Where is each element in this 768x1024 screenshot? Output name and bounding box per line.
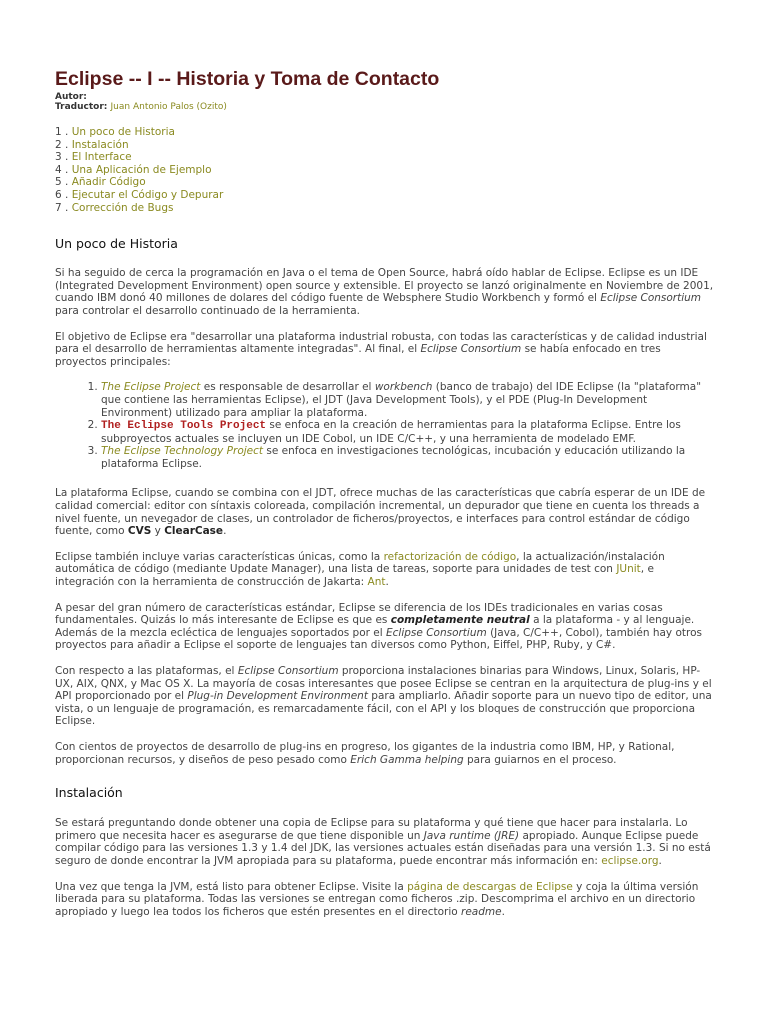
- technology-project-link[interactable]: The Eclipse Technology Project: [101, 445, 264, 458]
- strong: ClearCase: [164, 525, 224, 538]
- paragraph: [55, 487, 715, 537]
- toc-number: 1 .: [55, 126, 69, 138]
- emphasis: Eclipse Consortium: [420, 343, 522, 356]
- translator-link[interactable]: Juan Antonio Palos (Ozito): [110, 102, 227, 112]
- text: se enfoca en la creación de herramientas para la plataforma Eclipse. Entre los subproyectos actuales se incluyen un IDE Cobol, un IDE C/C++, y una herramienta de modelado EMF.: [101, 419, 681, 445]
- text: (banco de trabajo) del IDE Eclipse (la "plataforma" que contiene las herramientas Eclipse), el JDT (Java Development Tools), y el PDE (Plug-In Development Environment) utilizado para ampliar la plataforma.: [101, 381, 702, 419]
- toc-link-aplicacion[interactable]: Una Aplicación de Ejemplo: [71, 163, 212, 176]
- text: para ampliarlo. Añadir soporte para un nuevo tipo de editor, una vista, o un lenguaje de programación, es remarcadamente fácil, con el API y los bloques de construcción que proporciona Eclipse.: [55, 690, 712, 728]
- toc-item: [55, 202, 715, 215]
- toc-link-ejecutar[interactable]: Ejecutar el Código y Depurar: [71, 188, 224, 201]
- list-item: [101, 381, 715, 419]
- text: a la plataforma - y al lenguaje. Además de la mezcla ecléctica de lenguajes soportados por el: [55, 614, 695, 639]
- downloads-link[interactable]: página de descargas de Eclipse: [407, 880, 573, 893]
- toc-link-instalacion[interactable]: Instalación: [71, 138, 129, 151]
- eclipse-org-link[interactable]: eclipse.org: [601, 854, 659, 867]
- toc-link-interface[interactable]: El Interface: [71, 151, 132, 164]
- text: .: [223, 525, 227, 538]
- paragraph: [55, 551, 715, 589]
- paragraph: [55, 817, 715, 867]
- toc-item: [55, 164, 715, 177]
- toc-link-historia[interactable]: Un poco de Historia: [71, 126, 175, 138]
- text: A pesar del gran número de características estándar, Eclipse se diferencia de los IDEs tradicionales en varias cosas fundamentales. Quizás lo más interesante de Eclipse es que es: [55, 601, 663, 627]
- toc-number: 7 .: [55, 201, 69, 214]
- translator-label: Traductor:: [55, 102, 108, 112]
- toc-link-bugs[interactable]: Corrección de Bugs: [71, 201, 174, 214]
- strong: CVS: [127, 525, 152, 538]
- text: El objetivo de Eclipse era "desarrollar una plataforma industrial robusta, con todas las características y de calidad industrial para el desarrollo de herramientas altamente integradas". Al final, el: [55, 330, 707, 356]
- text: Con respecto a las plataformas, el: [55, 665, 238, 677]
- emphasis: Plug-in Development Environment: [187, 690, 368, 703]
- paragraph: [55, 741, 715, 766]
- text: es responsable de desarrollar el: [200, 381, 375, 394]
- toc-link-codigo[interactable]: Añadir Código: [71, 176, 146, 189]
- strong-emphasis: completamente neutral: [390, 614, 530, 627]
- toc-number: 6 .: [55, 188, 69, 201]
- table-of-contents: [55, 126, 715, 214]
- emphasis: readme: [461, 905, 502, 918]
- text: .: [658, 854, 662, 867]
- paragraph: [55, 881, 715, 919]
- toc-item: [55, 176, 715, 189]
- text: para guiarnos en el proceso.: [463, 753, 617, 766]
- toc-item: [55, 126, 715, 139]
- ant-link[interactable]: Ant: [367, 576, 386, 589]
- article-meta: [55, 92, 715, 112]
- emphasis: workbench: [374, 381, 433, 394]
- author-line: [55, 92, 715, 102]
- text: .: [501, 905, 505, 918]
- paragraph: [55, 267, 715, 317]
- text: Con cientos de proyectos de desarrollo de plug-ins en progreso, los gigantes de la industria como IBM, HP, y Rational, proporcionan recursos, y diseños de peso pesado como: [55, 740, 675, 766]
- paragraph: [55, 665, 715, 728]
- eclipse-project-link[interactable]: The Eclipse Project: [101, 381, 201, 394]
- text: (Java, C/C++, Cobol), también hay otros proyectos para añadir a Eclipse el soporte de lenguajes tan diversos como Python, Eiffel, PHP, Ruby, y C#.: [55, 626, 703, 652]
- list-item: [101, 445, 715, 470]
- toc-number: 4 .: [55, 163, 69, 176]
- emphasis: Eclipse Consortium: [600, 292, 702, 305]
- junit-link[interactable]: JUnit: [616, 563, 641, 576]
- translator-line: [55, 102, 715, 112]
- text: proporciona instalaciones binarias para Windows, Linux, Solaris, HP-UX, AIX, QNX, y Mac OS X. La mayoría de cosas interesantes que posee Eclipse se centran en la arquitectura de plug-ins y el API proporcionado por el: [55, 665, 712, 703]
- toc-number: 3 .: [55, 151, 69, 164]
- text: La plataforma Eclipse, cuando se combina con el JDT, ofrece muchas de las características que cabría esperar de un IDE de calidad comercial: editor con síntaxis coloreada, compilación incremental, un depurador que tiene en cuenta los threads a nivel fuente, un nevegador de clases, un controlador de ficheros/proyectos, e interfaces para control estándar de código fuente, como: [55, 487, 706, 538]
- paragraph: [55, 331, 715, 369]
- text: Una vez que tenga la JVM, está listo para obtener Eclipse. Visite la: [55, 880, 408, 893]
- section-heading-historia: Un poco de Historia: [55, 236, 178, 252]
- section-heading-instalacion: Instalación: [55, 785, 123, 801]
- toc-item: [55, 139, 715, 152]
- toc-item: [55, 151, 715, 164]
- emphasis: Eclipse Consortium: [237, 665, 339, 677]
- page-title: Eclipse -- I -- Historia y Toma de Contacto: [55, 68, 440, 90]
- text: y coja la última versión liberada para su plataforma. Todas las versiones se entregan como ficheros .zip. Descomprima el archivo en un directorio apropiado y luego lea todos los ficheros que estén presentes en el directorio: [55, 880, 699, 918]
- tools-project-code: The Eclipse Tools Project: [101, 420, 267, 433]
- emphasis: Java runtime (JRE): [423, 829, 520, 842]
- text: Se estará preguntando donde obtener una copia de Eclipse para su plataforma y qué tiene que hacer para instalarla. Lo primero que necesita hacer es asegurarse de que tiene disponible un: [55, 817, 688, 842]
- text: Eclipse también incluye varias características únicas, como la: [55, 550, 384, 563]
- list-item: [101, 419, 715, 445]
- text: Si ha seguido de cerca la programación en Java o el tema de Open Source, habrá oído hablar de Eclipse. Eclipse es un IDE (Integrated Development Environment) open source y extensible. El proyecto se lanzó originalmente en Noviembre de 2001, cuando IBM donó 40 millones de dolares del código fuente de Websphere Studio Workbench y formó el: [55, 267, 714, 305]
- text: , la actualización/instalación automática de código (mediante Update Manager), una lista de tareas, soporte para unidades de test con: [55, 550, 665, 576]
- toc-item: [55, 189, 715, 202]
- emphasis: Erich Gamma helping: [350, 753, 464, 766]
- text: para controlar el desarrollo continuado de la herramienta.: [55, 304, 361, 317]
- text: .: [385, 576, 389, 589]
- toc-number: 2 .: [55, 138, 69, 151]
- text: se enfoca en investigaciones tecnológicas, incubación y educación utilizando la plataforma Eclipse.: [101, 445, 686, 470]
- refactor-link[interactable]: refactorización de código: [383, 550, 517, 563]
- text: apropiado. Aunque Eclipse puede compilar código para las versiones 1.3 y 1.4 del JDK, las versiones actuales están diseñadas para una versión 1.3. Si no está seguro de donde encontrar la JVM apropiada para su plataforma, puede encontrar más información en:: [55, 829, 711, 867]
- emphasis: Eclipse Consortium: [386, 626, 487, 639]
- projects-list: [55, 381, 715, 470]
- toc-number: 5 .: [55, 176, 69, 189]
- text: , e integración con la herramienta de construcción de Jakarta:: [55, 563, 654, 589]
- text: se había enfocado en tres proyectos principales:: [55, 343, 661, 368]
- paragraph: [55, 602, 715, 652]
- text: y: [151, 525, 165, 538]
- author-label: Autor:: [55, 92, 87, 102]
